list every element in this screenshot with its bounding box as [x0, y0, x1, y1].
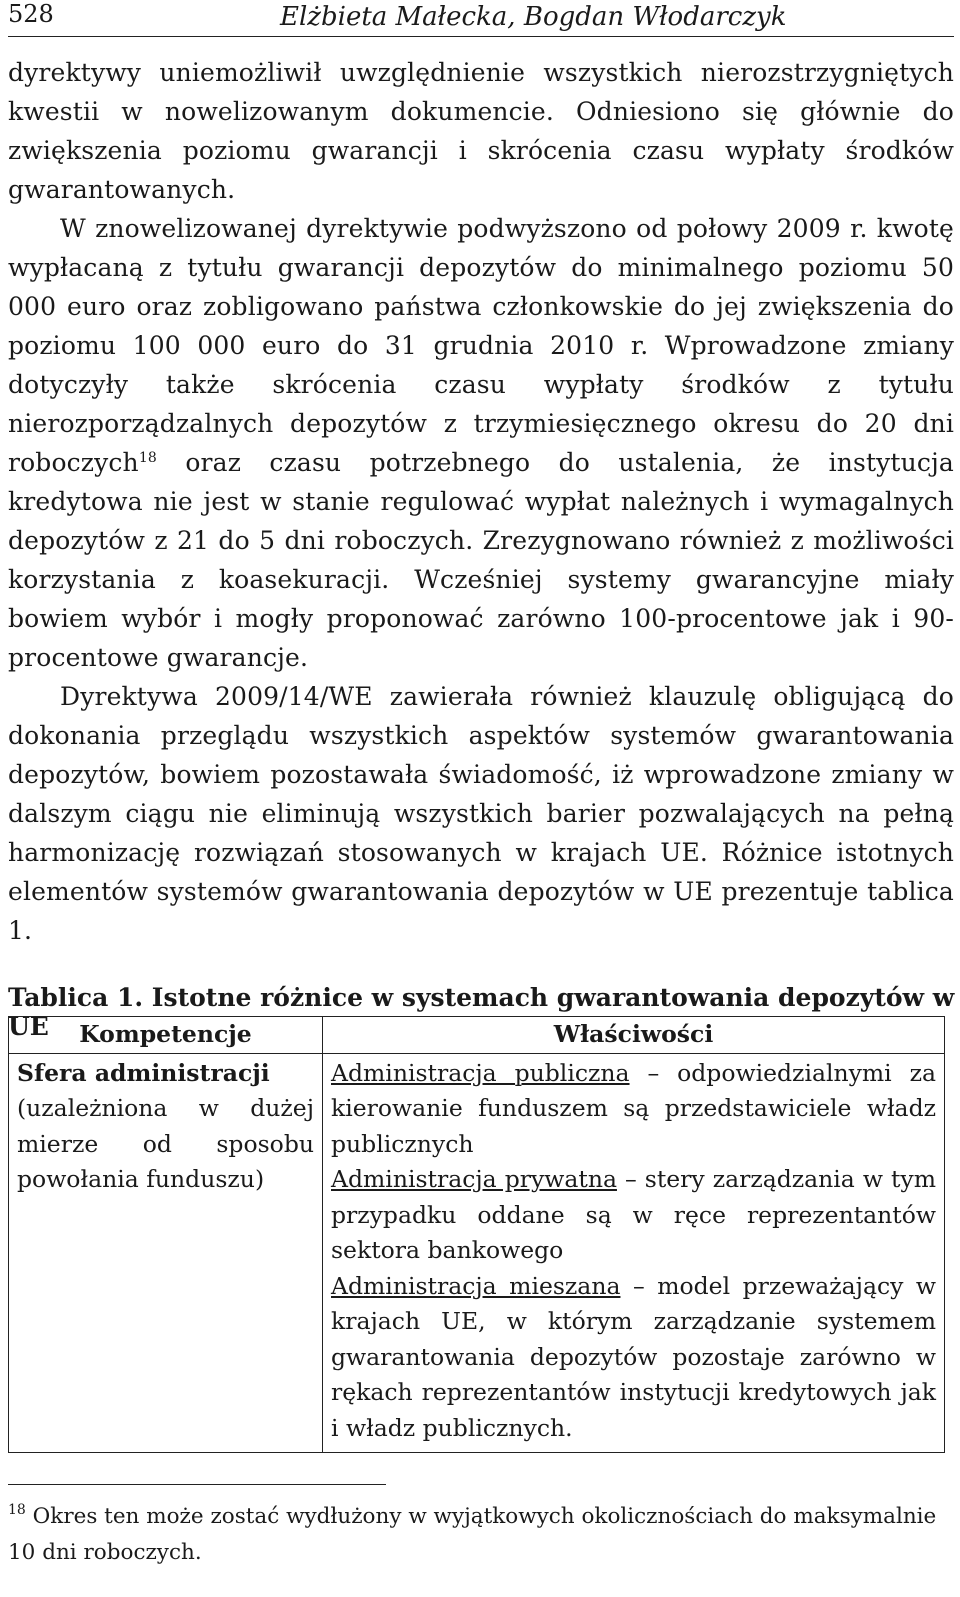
paragraph-2 [8, 209, 954, 677]
property-term: Administracja mieszana [331, 1271, 621, 1300]
properties-cell [323, 1053, 945, 1453]
running-head: Elżbieta Małecka, Bogdan Włodarczyk [280, 2, 787, 32]
comparison-table [8, 1016, 945, 1453]
header-properties: Właściwości [323, 1017, 945, 1054]
property-description: – stery zarządzania w tym przypadku oddane są w ręce reprezentantów sektora bankowego [331, 1165, 936, 1264]
table-header-row [9, 1017, 945, 1054]
paragraph-2-part-b: oraz czasu potrzebnego do ustalenia, że instytucja kredytowa nie jest w stanie regulować wypłat należnych i wymagalnych depozytów z 21 do 5 dni roboczych. Zrezygnowano również z możliwości korzystania z koasekuracji. Wcześniej systemy gwarancyjne miały bowiem wybór i mogły proponować zarówno 100-procentowe jak i 90-procentowe gwarancje. [8, 448, 954, 672]
header-competences: Kompetencje [9, 1017, 323, 1054]
footnote-number: 18 [8, 1502, 26, 1518]
property-term: Administracja prywatna [331, 1165, 617, 1193]
page-number: 528 [8, 0, 54, 28]
paragraph-3: Dyrektywa 2009/14/WE zawierała również klauzulę obligującą do dokonania przeglądu wszystkich aspektów systemów gwarantowania depozytów, bowiem pozostawała świadomość, iż wprowadzone zmiany w dalszym ciągu nie eliminują wszystkich barier pozwalających na pełną harmonizację rozwiązań stosowanych w krajach UE. Różnice istotnych elementów systemów gwarantowania depozytów w UE prezentuje tablica 1. [8, 682, 954, 945]
page-header [8, 0, 954, 37]
property-item [331, 1162, 936, 1269]
competence-cell [9, 1053, 323, 1453]
footnote-separator [8, 1484, 386, 1485]
paragraph-2-part-a: W znowelizowanej dyrektywie podwyższono od połowy 2009 r. kwotę wypłacaną z tytułu gwarancji depozytów do minimalnego poziomu 50 000 euro oraz zobligowano państwa członkowskie do jej zwiększenia do poziomu 100 000 euro do 31 grudnia 2010 r. Wprowadzone zmiany dotyczyły także skrócenia czasu wypłaty środków z tytułu nierozporządzalnych depozytów z trzymiesięcznego okresu do 20 dni roboczych [8, 214, 954, 477]
table-caption: Tablica 1. Istotne różnice w systemach gwarantowania depozytów w UE [8, 983, 955, 1041]
property-description: – odpowiedzialnymi za kierowanie funduszem są przedstawiciele władz publicznych [331, 1058, 936, 1158]
competence-note: (uzależniona w dużej mierze od sposobu powołania funduszu) [17, 1094, 314, 1193]
property-term: Administracja publiczna [331, 1058, 630, 1087]
property-description: – model przeważający w krajach UE, w którym zarządzanie systemem gwarantowania depozytów pozostaje zarówno w rękach reprezentantów instytucji kredytowych jak i władz publicznych. [331, 1271, 936, 1442]
body-text [8, 53, 954, 950]
property-item [331, 1056, 936, 1163]
footnote-reference: 18 [138, 450, 157, 466]
paragraph-1: dyrektywy uniemożliwił uwzględnienie wszystkich nierozstrzygniętych kwestii w nowelizowanym dokumencie. Odniesiono się głównie do zwiększenia poziomu gwarancji i skrócenia czasu wypłaty środków gwarantowanych. [8, 58, 954, 204]
table-row [9, 1053, 945, 1453]
property-item [331, 1269, 936, 1447]
competence-title: Sfera administracji [17, 1058, 270, 1087]
footnote-text: Okres ten może zostać wydłużony w wyjątkowych okolicznościach do maksymalnie 10 dni roboczych. [8, 1504, 937, 1565]
footnote [8, 1499, 948, 1571]
